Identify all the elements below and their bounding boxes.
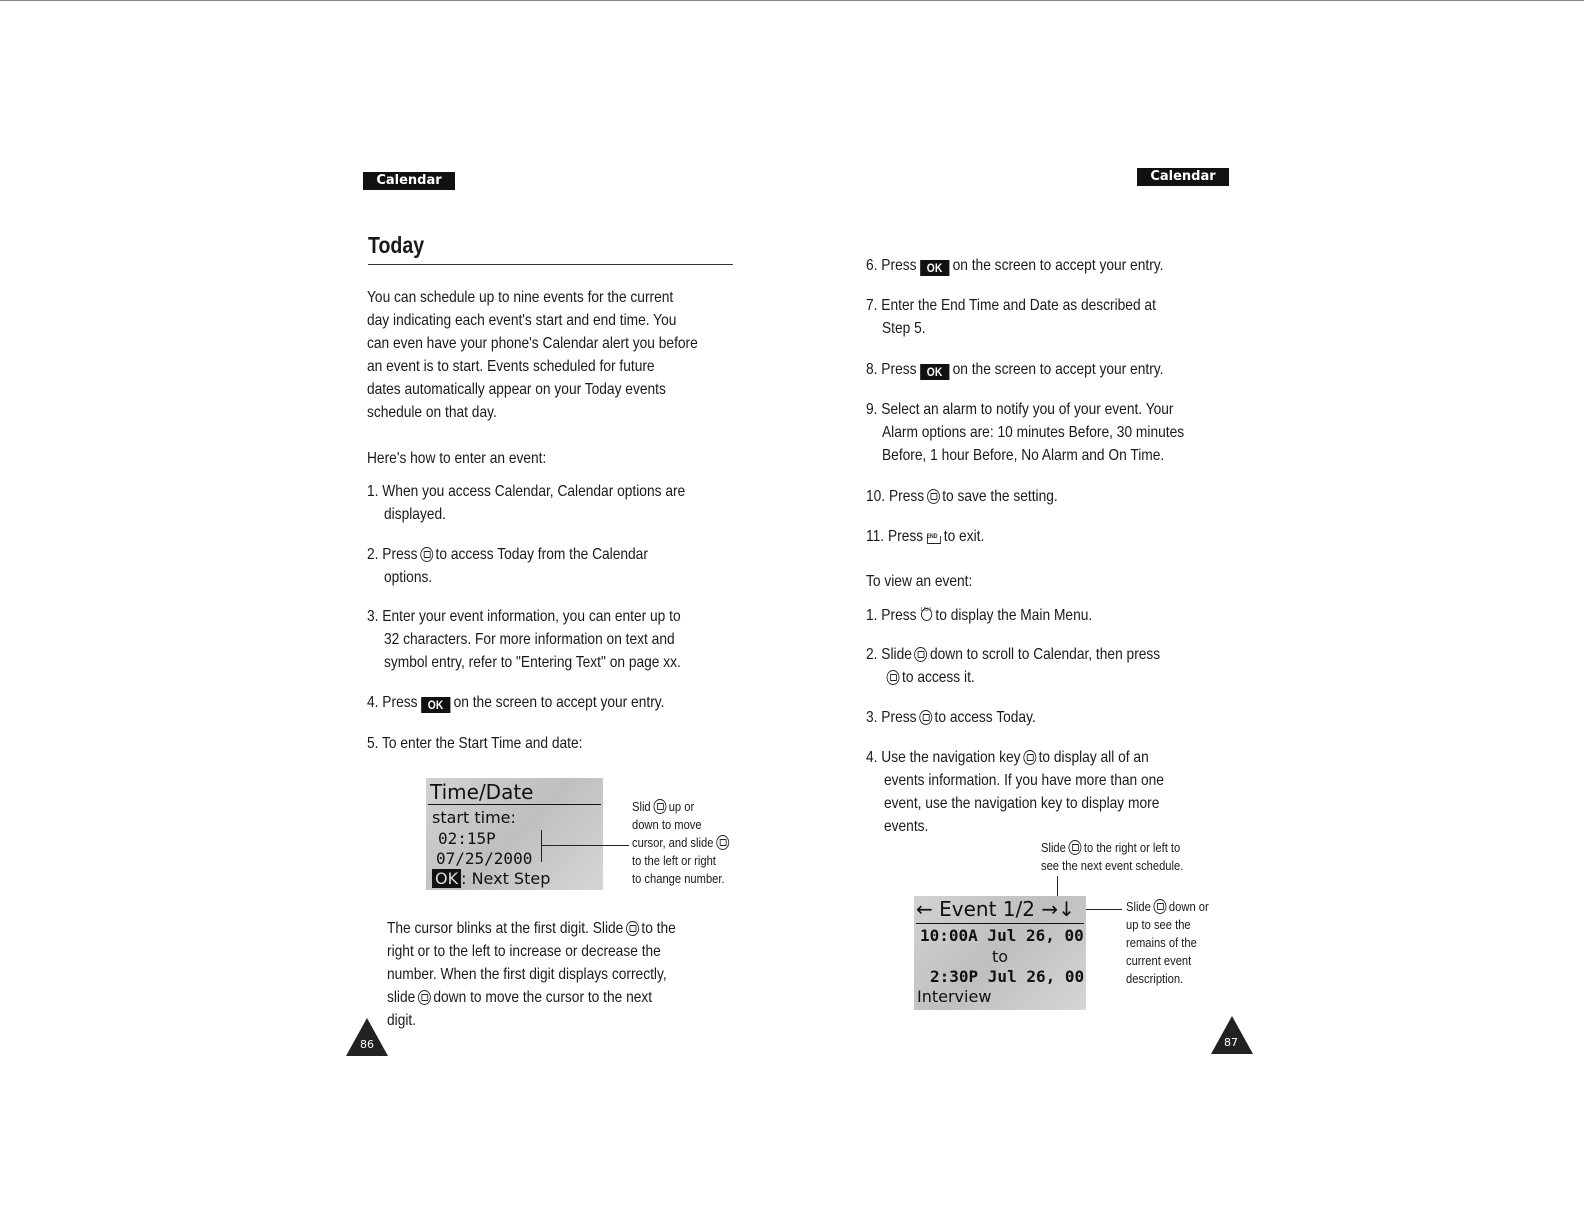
arrow-down-icon: ↓ bbox=[1058, 897, 1075, 921]
navigation-key-icon bbox=[919, 710, 932, 725]
screen-divider bbox=[916, 923, 1084, 924]
title-divider bbox=[368, 264, 733, 265]
screen-line: : Next Step bbox=[461, 869, 551, 888]
section-tag-right: Calendar bbox=[1137, 168, 1229, 186]
navigation-key-icon bbox=[653, 799, 666, 814]
callout-leader-vertical bbox=[541, 830, 542, 862]
navigation-key-icon bbox=[914, 647, 927, 662]
navigation-key-icon bbox=[927, 489, 940, 504]
callout-text: description. bbox=[1126, 971, 1184, 986]
navigation-key-icon bbox=[420, 547, 433, 562]
paragraph-text: to the bbox=[641, 920, 676, 937]
screen-ok-softkey: OK bbox=[432, 869, 461, 888]
event-screen bbox=[914, 896, 1086, 1010]
step-number: 1. bbox=[866, 607, 878, 624]
step-text: to save the setting. bbox=[942, 488, 1058, 505]
step-number: 2. bbox=[367, 546, 379, 563]
navigation-key-icon bbox=[418, 990, 431, 1005]
step-text: Enter your event information, you can enter up to bbox=[382, 608, 681, 625]
step-number: 6. bbox=[866, 257, 878, 274]
step-number: 1. bbox=[367, 483, 379, 500]
step-text: Press bbox=[881, 257, 917, 274]
step-text: Press bbox=[881, 709, 917, 726]
callout-leader-horizontal bbox=[1086, 909, 1122, 910]
step-text: on the screen to accept your entry. bbox=[952, 361, 1164, 378]
list-key-icon bbox=[919, 603, 933, 623]
top-border-line bbox=[0, 0, 1584, 1]
step-text: Enter the End Time and Date as described at bbox=[881, 297, 1156, 314]
callout-text: down or bbox=[1168, 899, 1209, 914]
screen-line: 07/25/2000 bbox=[436, 849, 533, 868]
paragraph-text: right or to the left to increase or decrease the bbox=[387, 943, 661, 960]
paragraph-text: down to move the cursor to the next bbox=[433, 989, 653, 1006]
step-text: options. bbox=[384, 569, 433, 586]
navigation-key-icon bbox=[887, 670, 900, 685]
step-text: on the screen to accept your entry. bbox=[952, 257, 1164, 274]
step-number: 11. bbox=[866, 528, 885, 545]
step-text: to access it. bbox=[902, 669, 975, 686]
step-text: When you access Calendar, Calendar options are bbox=[382, 483, 686, 500]
callout-leader-horizontal bbox=[541, 845, 629, 846]
step-text: 32 characters. For more information on text and bbox=[384, 631, 675, 648]
step-text: on the screen to accept your entry. bbox=[453, 694, 665, 711]
step-text: events information. If you have more than one bbox=[884, 772, 1164, 789]
screen-title: Event 1/2 bbox=[939, 897, 1035, 921]
step-number: 7. bbox=[866, 297, 878, 314]
arrow-left-icon: ← bbox=[916, 897, 933, 921]
step-number: 5. bbox=[367, 735, 379, 752]
callout-text: up to see the bbox=[1126, 917, 1191, 932]
time-date-screen bbox=[426, 778, 603, 890]
howto-heading: Here's how to enter an event: bbox=[367, 450, 547, 467]
step-number: 3. bbox=[866, 709, 878, 726]
navigation-key-icon bbox=[1068, 840, 1081, 855]
ok-key-icon: OK bbox=[920, 364, 949, 380]
arrow-right-icon: → bbox=[1041, 897, 1059, 921]
callout-text: cursor, and slide bbox=[632, 835, 714, 850]
navigation-key-icon bbox=[716, 835, 729, 850]
step-text: Press bbox=[382, 546, 418, 563]
paragraph-text: The cursor blinks at the first digit. Slide bbox=[387, 920, 624, 937]
paragraph-text: slide bbox=[387, 989, 416, 1006]
step-text: Press bbox=[382, 694, 418, 711]
intro-line: dates automatically appear on your Today events bbox=[367, 381, 666, 398]
step-number: 9. bbox=[866, 401, 878, 418]
callout-text: to the left or right bbox=[632, 853, 716, 868]
paragraph-text: digit. bbox=[387, 1012, 417, 1029]
callout-text: down to move bbox=[632, 817, 702, 832]
screen-line: 10:00A Jul 26, 00 bbox=[920, 926, 1084, 945]
callout-text: Slide bbox=[1041, 840, 1066, 855]
callout-text: to change number. bbox=[632, 871, 725, 886]
step-text: Press bbox=[888, 488, 925, 505]
navigation-key-icon bbox=[1153, 899, 1166, 914]
step-text: symbol entry, refer to "Entering Text" on page xx. bbox=[384, 654, 681, 671]
step-number: 4. bbox=[367, 694, 379, 711]
screen-line: to bbox=[992, 947, 1009, 966]
step-text: Step 5. bbox=[882, 320, 926, 337]
ok-key-icon: OK bbox=[421, 697, 450, 713]
callout-text: Slide bbox=[1126, 899, 1151, 914]
screen-title: Time/Date bbox=[430, 780, 534, 804]
callout-text: remains of the bbox=[1126, 935, 1197, 950]
callout-text: to the right or left to bbox=[1083, 840, 1181, 855]
navigation-key-icon bbox=[1023, 750, 1036, 765]
intro-line: day indicating each event's start and end time. You bbox=[367, 312, 677, 329]
callout-text: see the next event schedule. bbox=[1041, 858, 1184, 873]
page-title: Today bbox=[368, 232, 425, 258]
step-text: to access Today from the Calendar bbox=[435, 546, 648, 563]
step-text: Slide bbox=[881, 646, 912, 663]
step-text: to display the Main Menu. bbox=[935, 607, 1093, 624]
step-number: 2. bbox=[866, 646, 878, 663]
intro-line: can even have your phone's Calendar alert you before bbox=[367, 335, 698, 352]
screen-divider bbox=[428, 804, 601, 805]
paragraph-text: number. When the first digit displays correctly, bbox=[387, 966, 667, 983]
step-text: Before, 1 hour Before, No Alarm and On Time. bbox=[882, 447, 1165, 464]
end-key-icon bbox=[926, 528, 941, 544]
step-number: 3. bbox=[367, 608, 379, 625]
step-text: Alarm options are: 10 minutes Before, 30 minutes bbox=[882, 424, 1185, 441]
step-number: 10. bbox=[866, 488, 886, 505]
step-text: Select an alarm to notify you of your event. Your bbox=[881, 401, 1174, 418]
step-text: to display all of an bbox=[1038, 749, 1149, 766]
step-text: events. bbox=[884, 818, 929, 835]
step-text: to exit. bbox=[943, 528, 985, 545]
step-text: to access Today. bbox=[934, 709, 1036, 726]
view-heading: To view an event: bbox=[866, 573, 973, 590]
navigation-key-icon bbox=[626, 921, 639, 936]
step-text: Press bbox=[881, 607, 917, 624]
step-text: Press bbox=[887, 528, 924, 545]
step-number: 4. bbox=[866, 749, 878, 766]
screen-line: Interview bbox=[917, 987, 992, 1006]
intro-line: an event is to start. Events scheduled for future bbox=[367, 358, 655, 375]
intro-line: You can schedule up to nine events for the current bbox=[367, 289, 674, 306]
screen-line: start time: bbox=[432, 808, 516, 827]
screen-line: 02:15P bbox=[438, 829, 496, 848]
step-text: down to scroll to Calendar, then press bbox=[929, 646, 1161, 663]
step-text: Press bbox=[881, 361, 917, 378]
step-text: To enter the Start Time and date: bbox=[382, 735, 583, 752]
step-number: 8. bbox=[866, 361, 878, 378]
step-text: displayed. bbox=[384, 506, 446, 523]
section-tag-left: Calendar bbox=[363, 172, 455, 190]
page-number: 87 bbox=[1224, 1036, 1238, 1049]
callout-text: up or bbox=[668, 799, 695, 814]
screen-line: 2:30P Jul 26, 00 bbox=[930, 967, 1085, 986]
callout-text: Slid bbox=[632, 799, 651, 814]
step-text: Use the navigation key bbox=[881, 749, 1021, 766]
callout-leader-vertical bbox=[1057, 876, 1058, 898]
step-text: event, use the navigation key to display more bbox=[884, 795, 1160, 812]
callout-text: current event bbox=[1126, 953, 1192, 968]
page-number: 86 bbox=[360, 1038, 374, 1051]
ok-key-icon: OK bbox=[920, 260, 949, 276]
intro-line: schedule on that day. bbox=[367, 404, 497, 421]
